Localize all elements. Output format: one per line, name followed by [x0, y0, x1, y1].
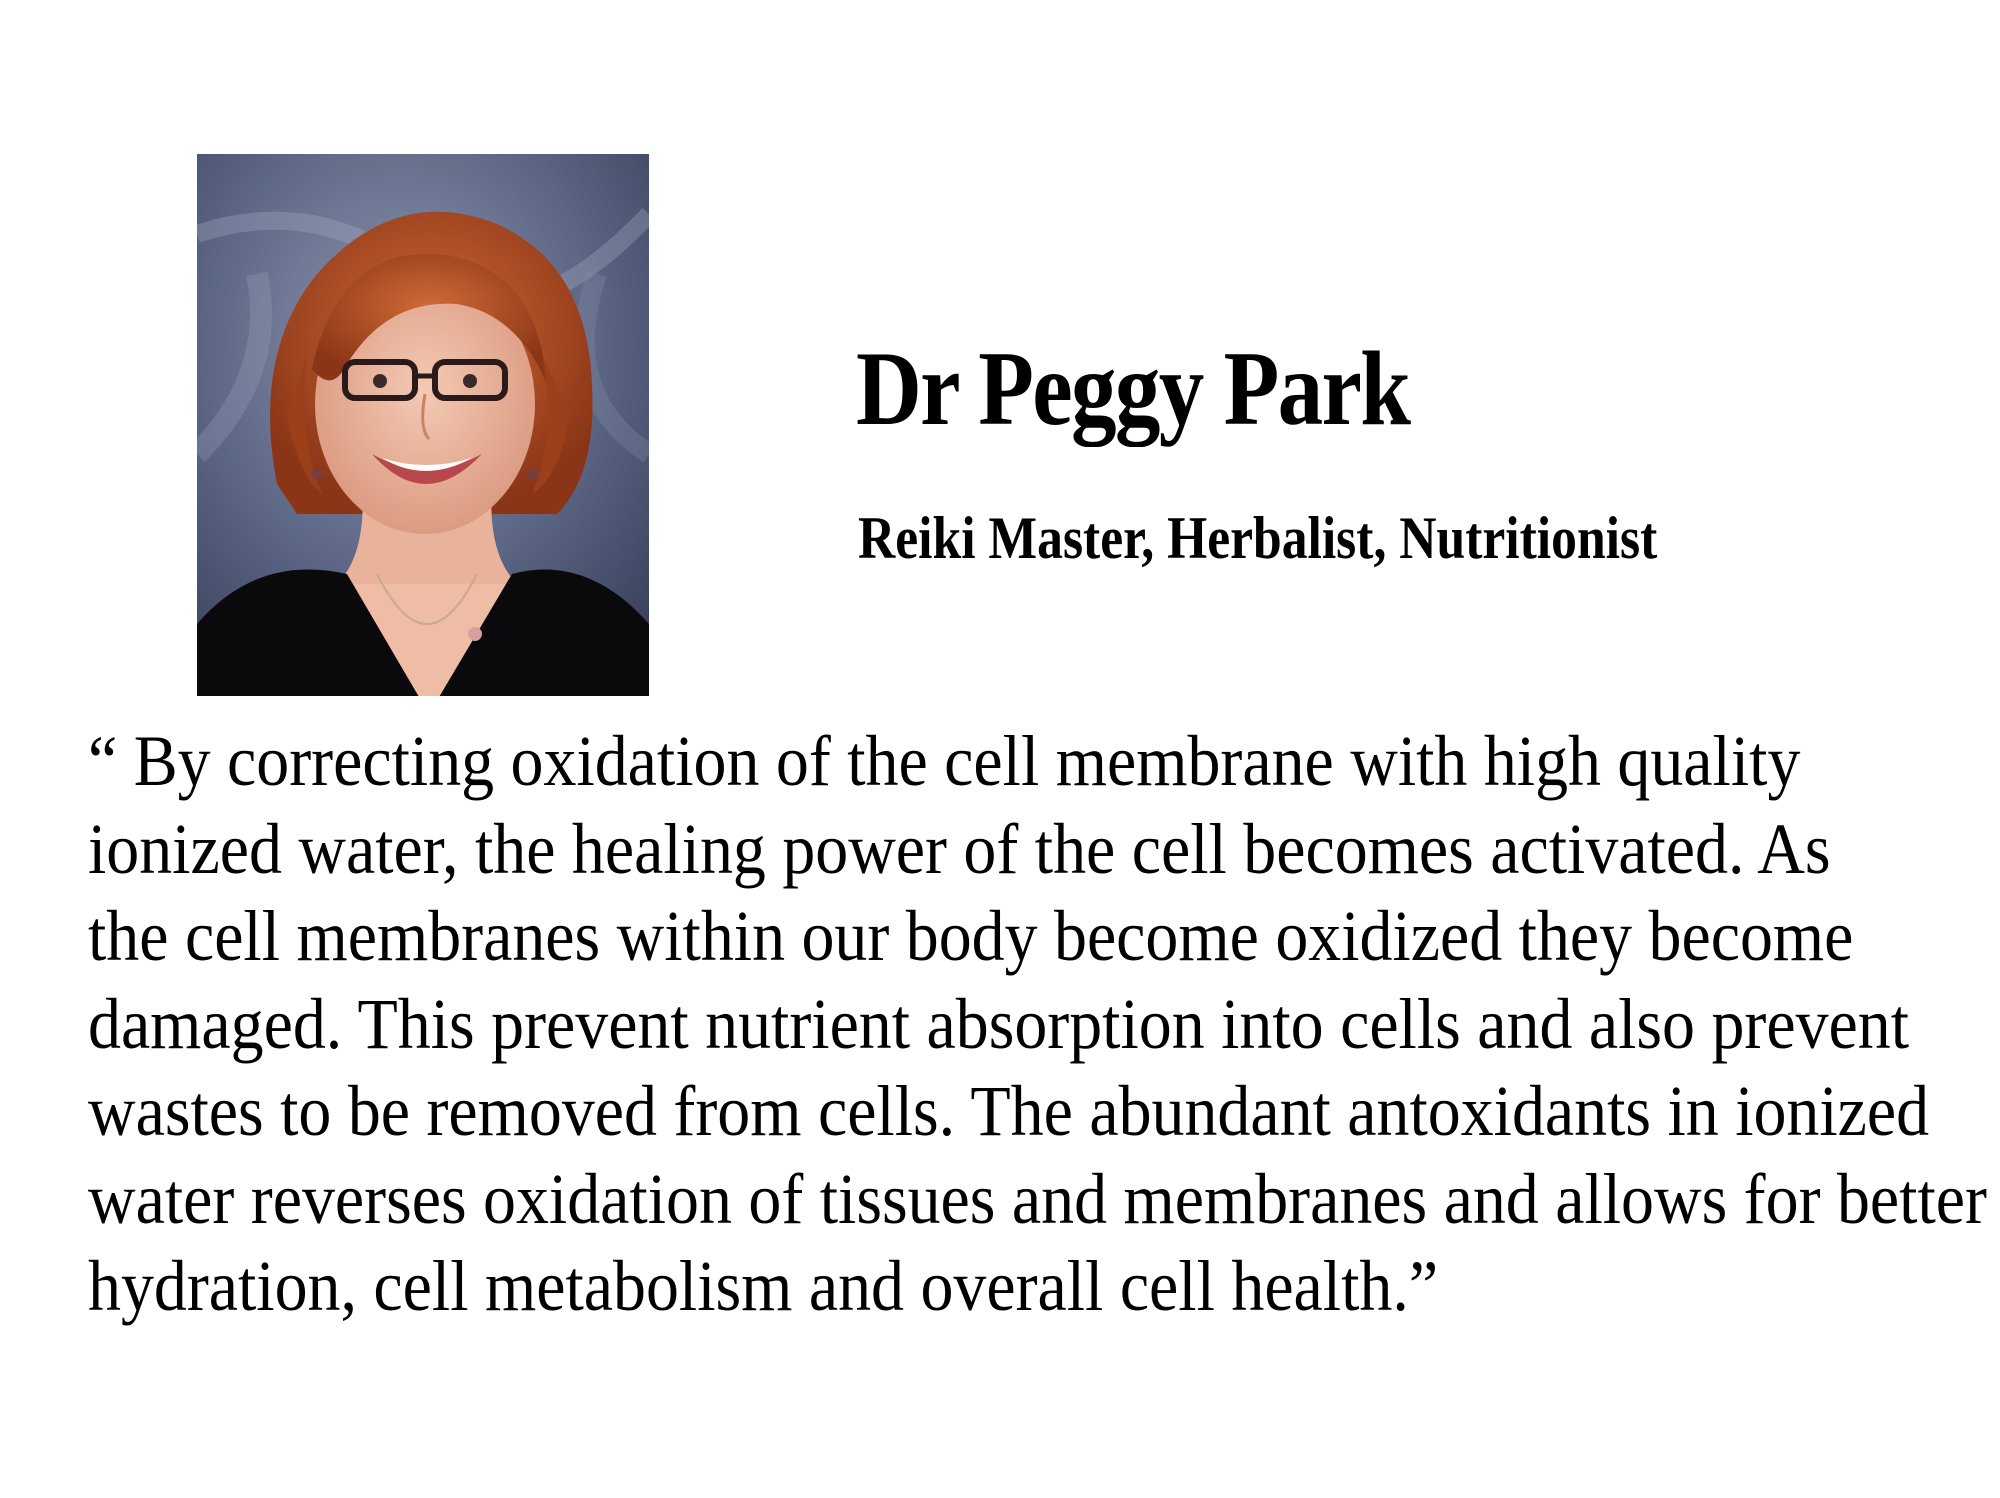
testimonial-quote — [88, 718, 1987, 1331]
quote-line: wastes to be removed from cells. The abundant antoxidants in ionized — [88, 1071, 1930, 1151]
quote-line: the cell membranes within our body become oxidized they become — [88, 896, 1854, 976]
quote-line: water reverses oxidation of tissues and membranes and allows for better — [88, 1158, 1987, 1239]
quote-line: ionized water, the healing power of the cell becomes activated. As — [88, 808, 1831, 889]
quote-line: “ By correcting oxidation of the cell membrane with high quality — [88, 721, 1801, 801]
portrait-photo — [197, 154, 649, 696]
person-credentials: Reiki Master, Herbalist, Nutritionist — [858, 505, 1658, 571]
quote-line: hydration, cell metabolism and overall cell health.” — [88, 1246, 1439, 1326]
quote-line: damaged. This prevent nutrient absorption into cells and also prevent — [88, 983, 1910, 1064]
person-name: Dr Peggy Park — [856, 330, 1410, 447]
